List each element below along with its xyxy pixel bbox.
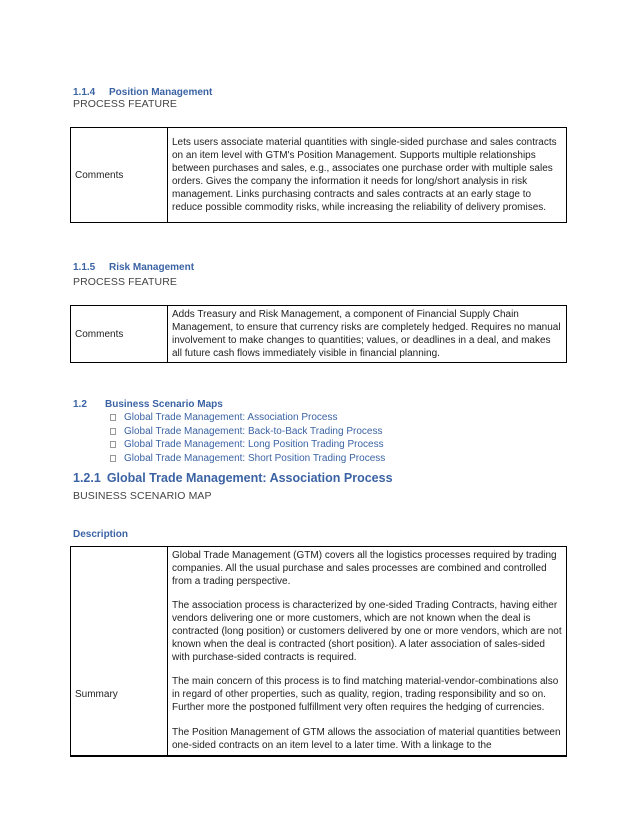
section-number: 1.1.5 — [73, 262, 96, 273]
section-title: Risk Management — [109, 262, 195, 273]
section-heading-1-2-1 — [73, 471, 393, 485]
bullet-icon — [110, 455, 116, 462]
summary-paragraph: Global Trade Management (GTM) covers all the logistics processes required by trading companies. All the usual purchase and sales processes are combined and controlled from a trading perspective. — [172, 550, 557, 587]
scenario-link[interactable]: Global Trade Management: Long Position Trading Process — [124, 439, 384, 450]
list-item[interactable] — [110, 425, 385, 439]
section-number: 1.1.4 — [73, 87, 96, 98]
scenario-link[interactable]: Global Trade Management: Association Process — [124, 412, 338, 423]
process-feature-label: PROCESS FEATURE — [73, 98, 177, 110]
section-title: Global Trade Management: Association Process — [106, 471, 393, 485]
section-heading-1-1-5 — [73, 262, 194, 273]
list-item[interactable] — [110, 438, 385, 452]
list-item[interactable] — [110, 452, 385, 466]
comments-text: Lets users associate material quantities with single-sided purchase and sales contracts on an item level with GTM's Position Management. Supports multiple relationships between purchases and sales, e.g., associates one purchase order with multiple sales orders. Gives the company the information it needs for long/short analysis in risk management. Links purchasing contracts and sales contracts at an early stage to reduce possible commodity risks, while increasing the reliability of delivery promises. — [168, 128, 567, 223]
business-scenario-map-label: BUSINESS SCENARIO MAP — [73, 490, 212, 502]
section-heading-1-1-4 — [73, 87, 212, 98]
bullet-icon — [110, 414, 116, 421]
comments-label: Comments — [71, 128, 168, 223]
comments-label: Comments — [71, 306, 168, 363]
scenario-map-list — [110, 411, 385, 465]
section-number: 1.2.1 — [73, 471, 101, 485]
summary-label: Summary — [71, 547, 168, 757]
section-heading-1-2 — [73, 399, 223, 410]
process-feature-label: PROCESS FEATURE — [73, 276, 177, 288]
summary-paragraph: The Position Management of GTM allows the association of material quantities between one-sided contracts on an item level to a later time. With a linkage to the — [172, 726, 561, 751]
summary-text — [168, 547, 567, 757]
comments-table-position — [70, 127, 567, 223]
summary-paragraph: The main concern of this process is to find matching material-vendor-combinations also in regard of other properties, such as quality, region, trading responsibility and so on. Further more the postponed fulfillment very often requires the hedging of currencies. — [172, 676, 559, 713]
bullet-icon — [110, 428, 116, 435]
list-item[interactable] — [110, 411, 385, 425]
section-title: Position Management — [109, 87, 213, 98]
description-heading: Description — [73, 529, 129, 540]
summary-paragraph: The association process is characterized by one-sided Trading Contracts, having either vendors delivering one or more customers, which are not known when the deal is contracted (long position) or customers delivered by one or more vendors, which are not known when the deal is contracted (short position). A later association of sales-sided with purchase-sided contracts is required. — [172, 600, 562, 663]
summary-table — [70, 546, 567, 757]
bullet-icon — [110, 441, 116, 448]
scenario-link[interactable]: Global Trade Management: Back-to-Back Trading Process — [124, 425, 383, 437]
comments-table-risk — [70, 305, 567, 363]
section-number: 1.2 — [73, 399, 87, 410]
comments-text: Adds Treasury and Risk Management, a component of Financial Supply Chain Management, to ensure that currency risks are completely hedged. Requires no manual involvement to make changes to quantities; values, or deadlines in a deal, and makes all future cash flows immediately visible in financial planning. — [168, 306, 567, 363]
scenario-link[interactable]: Global Trade Management: Short Position Trading Process — [124, 452, 386, 464]
section-title: Business Scenario Maps — [105, 399, 223, 410]
